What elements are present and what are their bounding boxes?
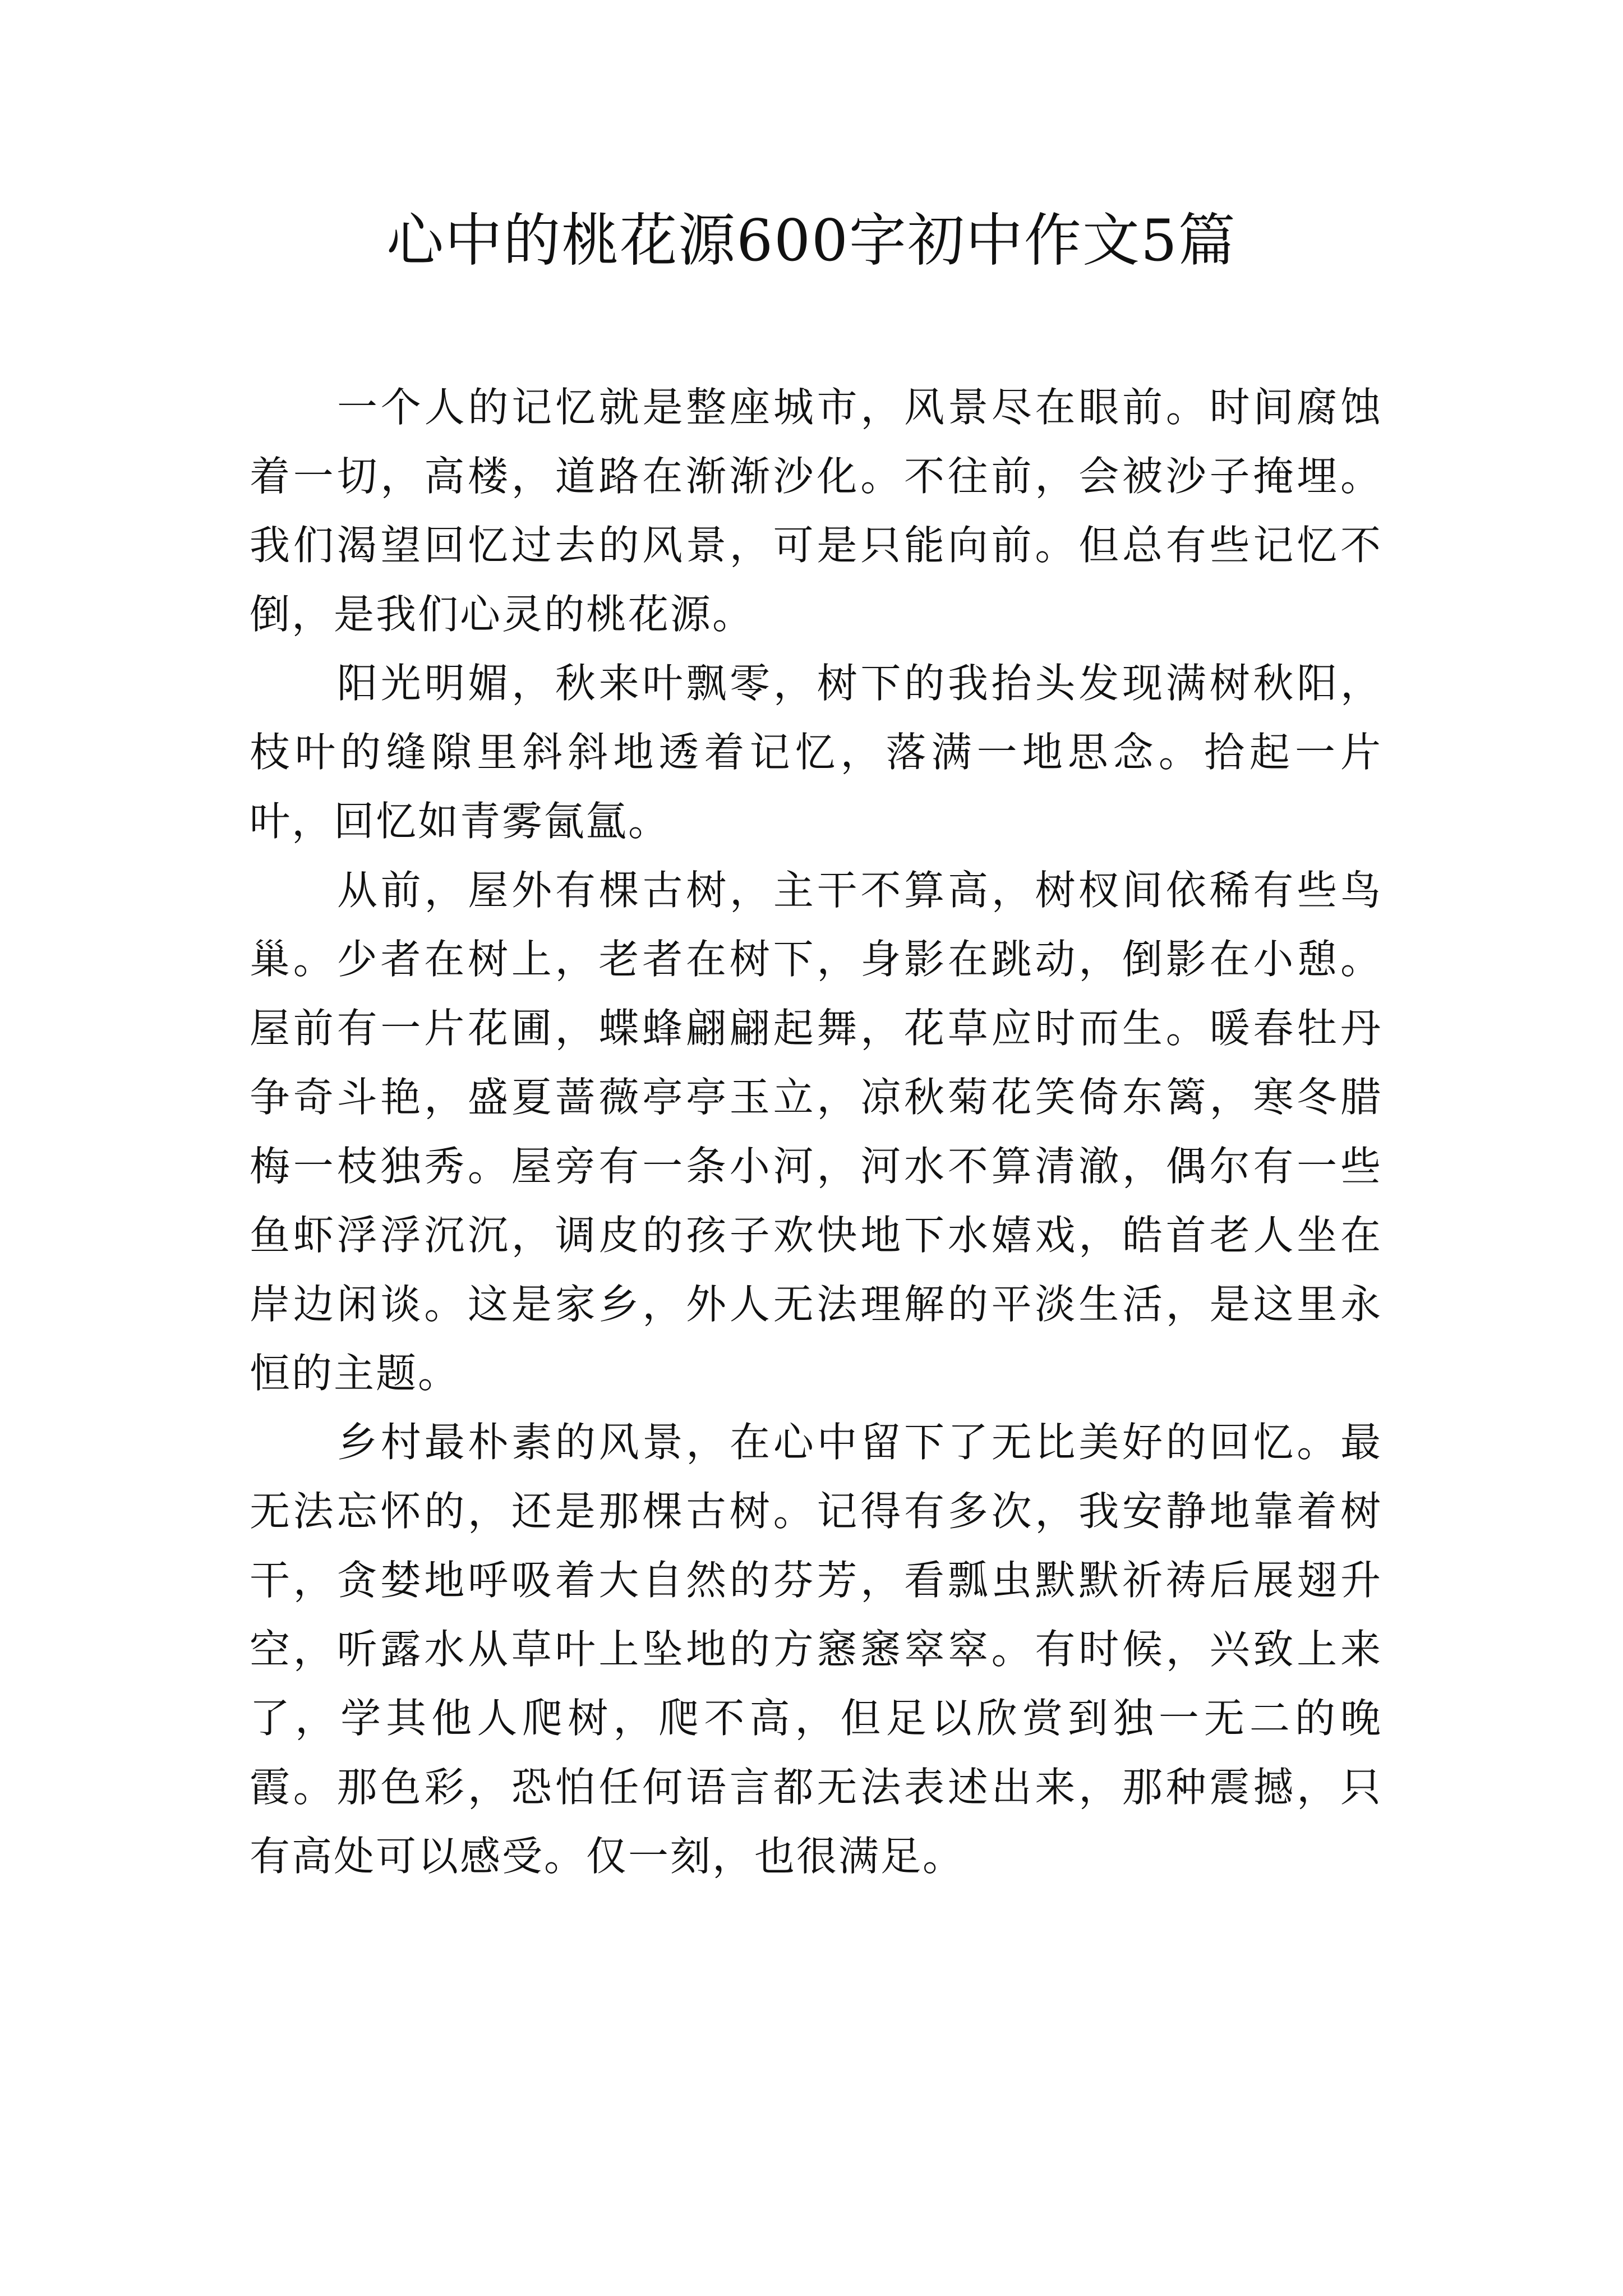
document-title: 心中的桃花源600字初中作文5篇 [386,208,1237,274]
paragraph-2: 阳光明媚，秋来叶飘零，树下的我抬头发现满树秋阳，枝叶的缝隙里斜斜地透着记忆，落满一地思念。拾起一片叶，回忆如青雾氤氲。 [250,660,1382,845]
paragraph-1: 一个人的记忆就是整座城市，风景尽在眼前。时间腐蚀着一切，高楼，道路在渐渐沙化。不往前，会被沙子掩埋。我们渴望回忆过去的风景，可是只能向前。但总有些记忆不倒，是我们心灵的桃花源。 [250,384,1382,638]
document-body [250,373,1382,1891]
paragraph-4: 乡村最朴素的风景，在心中留下了无比美好的回忆。最无法忘怀的，还是那棵古树。记得有多次，我安静地靠着树干，贪婪地呼吸着大自然的芬芳，看瓢虫默默祈祷后展翅升空，听露水从草叶上坠地的方窸窸窣窣。有时候，兴致上来了，学其他人爬树，爬不高，但足以欣赏到独一无二的晚霞。那色彩，恐怕任何语言都无法表述出来，那种震撼，只有高处可以感受。仅一刻，也很满足。 [250,1419,1382,1880]
paragraph-3: 从前，屋外有棵古树，主干不算高，树杈间依稀有些鸟巢。少者在树上，老者在树下，身影在跳动，倒影在小憩。屋前有一片花圃，蝶蜂翩翩起舞，花草应时而生。暖春牡丹争奇斗艳，盛夏蔷薇亭亭玉立，凉秋菊花笑倚东篱，寒冬腊梅一枝独秀。屋旁有一条小河，河水不算清澈，偶尔有一些鱼虾浮浮沉沉，调皮的孩子欢快地下水嬉戏，皓首老人坐在岸边闲谈。这是家乡，外人无法理解的平淡生活，是这里永恒的主题。 [250,867,1382,1397]
